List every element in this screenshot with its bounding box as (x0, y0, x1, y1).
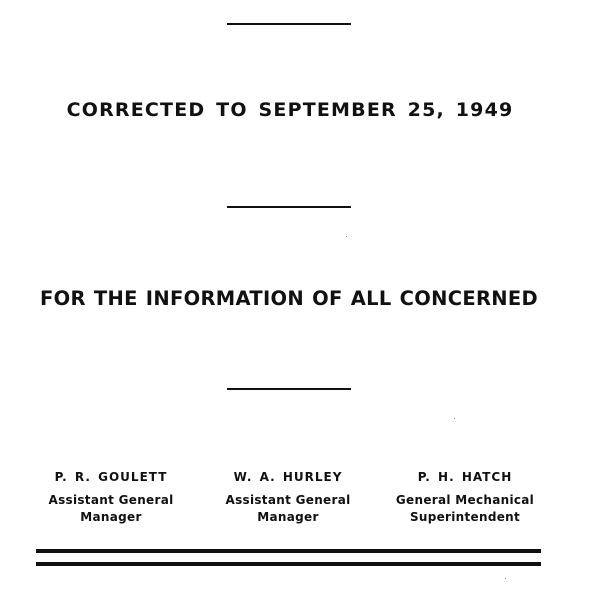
signatory-goulett (21, 470, 201, 526)
signatory-title-line-2: Superintendent (409, 510, 521, 524)
signatory-title-line-2: Manager (80, 510, 142, 524)
signatory-name: P. R. GOULETT (54, 470, 168, 484)
bottom-double-rule-upper (36, 549, 541, 553)
paper-speck (505, 578, 506, 579)
paper-speck (454, 418, 455, 419)
signatory-name: P. H. HATCH (417, 470, 513, 484)
signatory-name: W. A. HURLEY (233, 470, 343, 484)
corrected-date-notice: CORRECTED TO SEPTEMBER 25, 1949 (66, 99, 514, 121)
top-divider-rule (227, 23, 351, 25)
bottom-double-rule-lower (36, 562, 541, 566)
signatory-hurley (198, 470, 378, 526)
information-notice: FOR THE INFORMATION OF ALL CONCERNED (39, 287, 539, 310)
signatory-hatch (375, 470, 555, 526)
signatory-title-line-2: Manager (257, 510, 319, 524)
lower-divider-rule (227, 388, 351, 390)
paper-speck (346, 236, 347, 237)
middle-divider-rule (227, 206, 351, 208)
signatory-title-line-1: Assistant General (48, 493, 174, 507)
signatory-title-line-1: Assistant General (225, 493, 351, 507)
signatory-title-line-1: General Mechanical (395, 493, 535, 507)
